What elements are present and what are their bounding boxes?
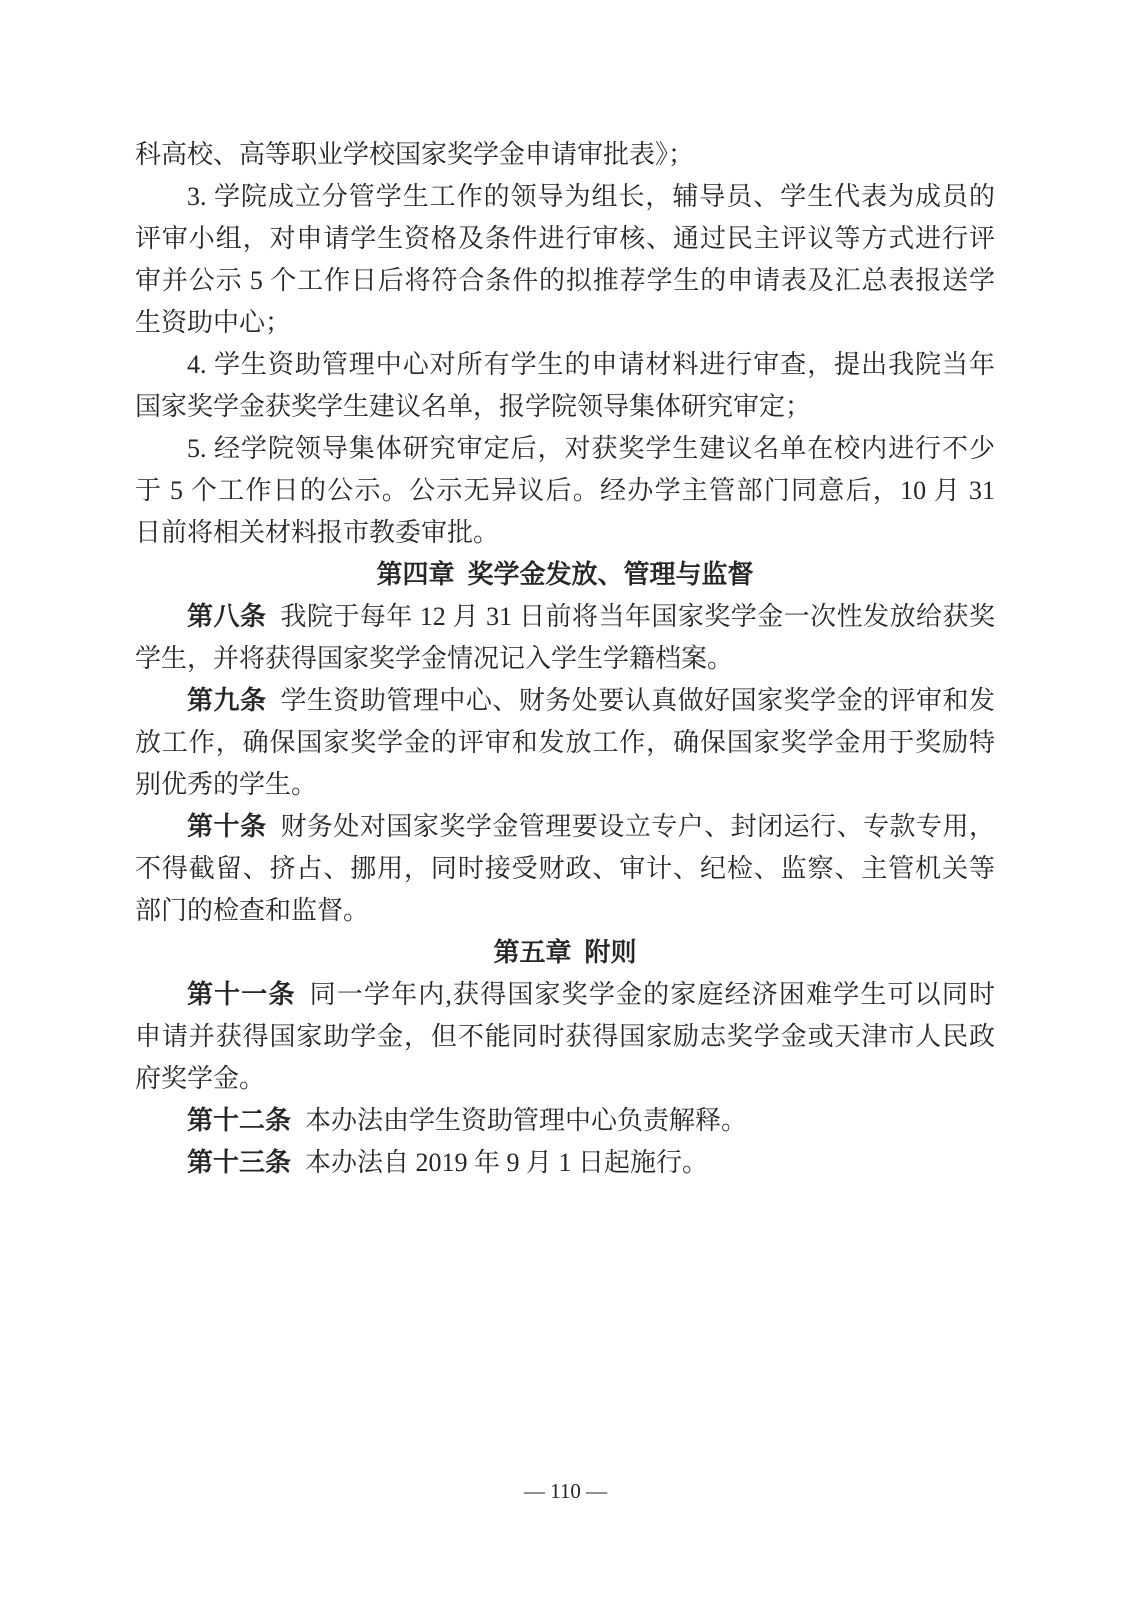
line-text: 我院于每年 12 月 31 日前将当年国家奖学金一次性发放给获奖	[280, 602, 995, 631]
text-line	[135, 260, 995, 302]
text-line	[135, 470, 995, 512]
page-number: — 110 —	[523, 1479, 608, 1503]
line-text: 放工作，确保国家奖学金的评审和发放工作，确保国家奖学金用于奖励特	[135, 728, 995, 757]
text-line	[135, 386, 995, 428]
chapter-number: 第五章	[493, 938, 572, 967]
line-text: 本办法自 2019 年 9 月 1 日起施行。	[305, 1148, 709, 1177]
text-line	[135, 1016, 995, 1058]
text-line	[135, 848, 995, 890]
text-line	[135, 974, 995, 1016]
text-line	[135, 428, 995, 470]
article-number: 第十一条	[187, 980, 296, 1009]
line-text: 评审小组，对申请学生资格及条件进行审核、通过民主评议等方式进行评	[135, 224, 995, 253]
line-text: 部门的检查和监督。	[135, 896, 370, 925]
line-text: 本办法由学生资助管理中心负责解释。	[305, 1106, 748, 1135]
article-number: 第十三条	[187, 1148, 292, 1177]
line-text: 学生资助管理中心、财务处要认真做好国家奖学金的评审和发	[280, 686, 995, 715]
line-text: 审并公示 5 个工作日后将符合条件的拟推荐学生的申请表及汇总表报送学	[135, 266, 995, 295]
text-line	[135, 218, 995, 260]
article-number: 第八条	[187, 602, 267, 631]
text-line	[135, 512, 995, 554]
line-text: 于 5 个工作日的公示。公示无异议后。经办学主管部门同意后，10 月 31	[135, 476, 995, 505]
line-text: 府奖学金。	[135, 1064, 266, 1093]
document-body	[135, 134, 995, 1184]
text-line	[135, 638, 995, 680]
text-line	[135, 722, 995, 764]
line-text: 3. 学院成立分管学生工作的领导为组长，辅导员、学生代表为成员的	[187, 182, 995, 211]
text-line	[135, 134, 995, 176]
chapter-heading	[135, 554, 995, 596]
text-line	[135, 1100, 995, 1142]
text-line	[135, 176, 995, 218]
text-line	[135, 596, 995, 638]
chapter-number: 第四章	[376, 560, 455, 589]
article-number: 第十二条	[187, 1106, 292, 1135]
line-text: 5. 经学院领导集体研究审定后，对获奖学生建议名单在校内进行不少	[187, 434, 995, 463]
text-line	[135, 302, 995, 344]
line-text: 财务处对国家奖学金管理要设立专户、封闭运行、专款专用，	[280, 812, 995, 841]
line-text: 4. 学生资助管理中心对所有学生的申请材料进行审查，提出我院当年	[187, 350, 995, 379]
text-line	[135, 1142, 995, 1184]
chapter-title: 奖学金发放、管理与监督	[467, 560, 754, 589]
line-text: 学生，并将获得国家奖学金情况记入学生学籍档案。	[135, 644, 734, 673]
text-line	[135, 1058, 995, 1100]
text-line	[135, 890, 995, 932]
line-text: 别优秀的学生。	[135, 770, 318, 799]
text-line	[135, 344, 995, 386]
line-text: 申请并获得国家助学金，但不能同时获得国家励志奖学金或天津市人民政	[135, 1022, 995, 1051]
text-line	[135, 764, 995, 806]
line-text: 国家奖学金获奖学生建议名单，报学院领导集体研究审定；	[135, 392, 812, 421]
line-text: 生资助中心；	[135, 308, 292, 337]
line-text: 同一学年内,获得国家奖学金的家庭经济困难学生可以同时	[309, 980, 995, 1009]
article-number: 第十条	[187, 812, 267, 841]
article-number: 第九条	[187, 686, 267, 715]
line-text: 科高校、高等职业学校国家奖学金申请审批表》；	[135, 140, 695, 169]
text-line	[135, 680, 995, 722]
chapter-title: 附则	[584, 938, 637, 967]
line-text: 不得截留、挤占、挪用，同时接受财政、审计、纪检、监察、主管机关等	[135, 854, 995, 883]
chapter-heading	[135, 932, 995, 974]
text-line	[135, 806, 995, 848]
line-text: 日前将相关材料报市教委审批。	[135, 518, 500, 547]
